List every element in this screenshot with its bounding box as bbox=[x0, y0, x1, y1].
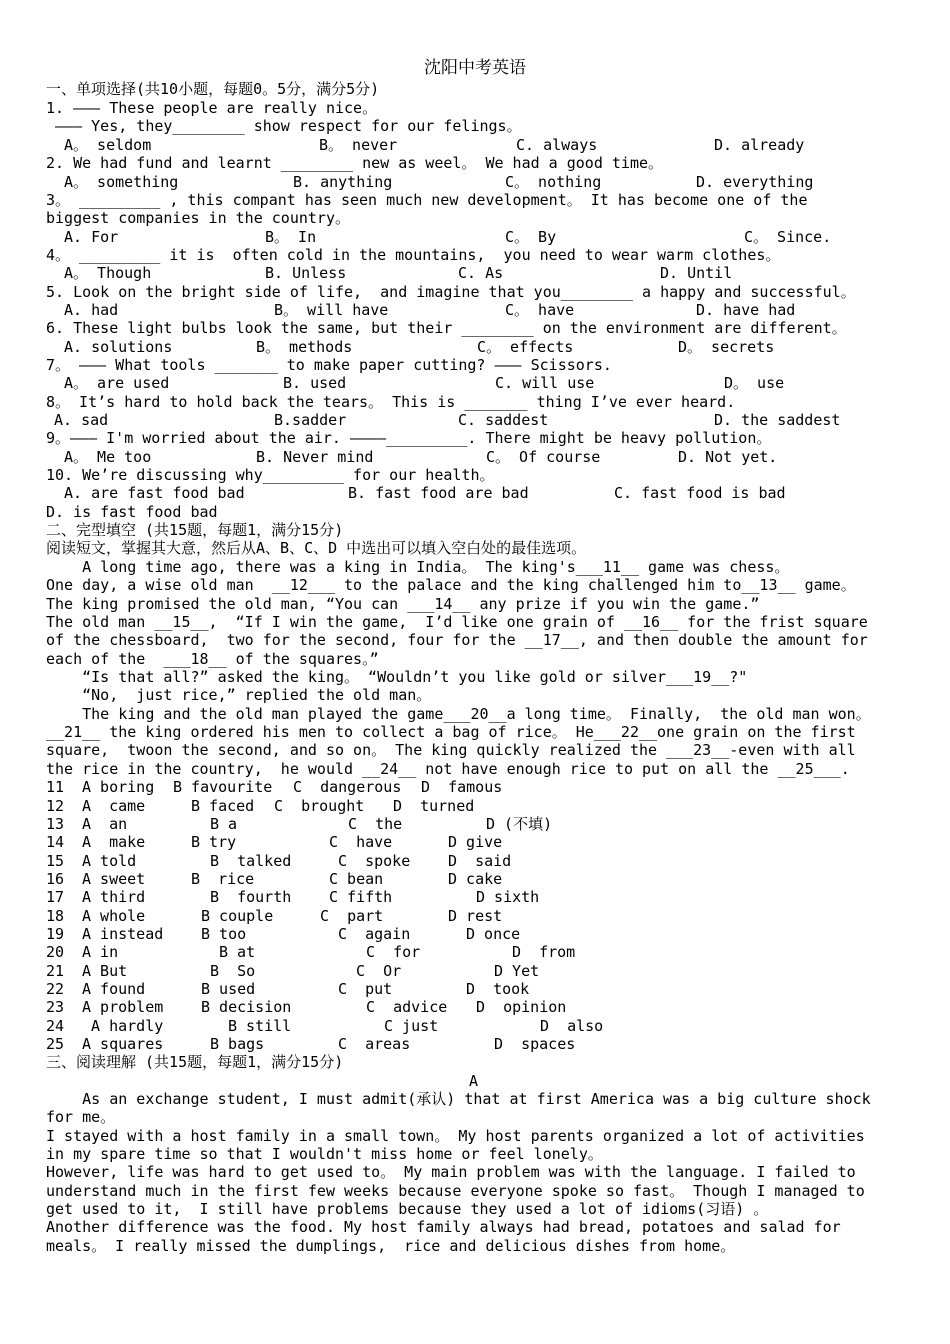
passage-line: for me。 bbox=[46, 1108, 116, 1126]
option-d: D from bbox=[512, 943, 576, 961]
cloze-line: of the chessboard, two for the second, four for the __17__, and then double the amount for bbox=[46, 631, 868, 649]
option-a: A in bbox=[82, 943, 119, 961]
option-c: C。 By bbox=[505, 228, 557, 246]
option-a: A. had bbox=[64, 301, 119, 319]
option-c: C. As bbox=[458, 264, 504, 282]
option-a: A told bbox=[82, 852, 137, 870]
option-a: A make bbox=[82, 833, 146, 851]
option-number: 23 bbox=[46, 998, 65, 1016]
option-b: B.sadder bbox=[274, 411, 347, 429]
option-c: C put bbox=[338, 980, 393, 998]
option-b: B a bbox=[210, 815, 238, 833]
option-number: 13 bbox=[46, 815, 65, 833]
option-c: C。 have bbox=[505, 301, 575, 319]
option-d: D give bbox=[448, 833, 503, 851]
option-c: C again bbox=[338, 925, 411, 943]
option-c: C。 effects bbox=[477, 338, 574, 356]
option-number: 15 bbox=[46, 852, 65, 870]
option-c: C bean bbox=[329, 870, 384, 888]
section2-heading: 二、完型填空 (共15题，每题1，满分15分) bbox=[46, 521, 344, 539]
option-c: C part bbox=[320, 907, 384, 925]
option-number: 18 bbox=[46, 907, 65, 925]
option-b: B bags bbox=[210, 1035, 265, 1053]
question-7-text: 7。 ——— What tools _______ to make paper cutting? ——— Scissors. bbox=[46, 356, 612, 374]
passage-line: As an exchange student, I must admit(承认) that at first America was a big culture shock bbox=[46, 1090, 871, 1108]
option-a: A came bbox=[82, 797, 146, 815]
cloze-line: “Is that all?” asked the king。 “Wouldn’t you like gold or silver___19__?" bbox=[46, 668, 748, 686]
option-d: D. Until bbox=[660, 264, 733, 282]
option-number: 14 bbox=[46, 833, 65, 851]
option-number: 21 bbox=[46, 962, 65, 980]
option-d: D spaces bbox=[494, 1035, 576, 1053]
cloze-line: each of the ___18__ of the squares。” bbox=[46, 650, 379, 668]
option-a: A found bbox=[82, 980, 146, 998]
cloze-line: __21__ the king ordered his men to collect a bag of rice。 He___22__one grain on the first bbox=[46, 723, 856, 741]
option-d: D cake bbox=[448, 870, 503, 888]
question-1-text: 1. ——— These people are really nice。 bbox=[46, 99, 378, 117]
option-b: B。 will have bbox=[274, 301, 389, 319]
option-b: B try bbox=[191, 833, 237, 851]
option-b: B。 In bbox=[265, 228, 317, 246]
option-a: A。 are used bbox=[64, 374, 170, 392]
question-8-text: 8。 It’s hard to hold back the tears。 This is _______ thing I’ve ever heard. bbox=[46, 393, 736, 411]
option-b: B. Unless bbox=[265, 264, 347, 282]
option-b: B. anything bbox=[293, 173, 393, 191]
option-a: A. For bbox=[64, 228, 119, 246]
option-d: D sixth bbox=[476, 888, 540, 906]
cloze-line: square, twoon the second, and so on。 The king quickly realized the ___23__-even with all bbox=[46, 741, 856, 759]
option-c: C brought bbox=[274, 797, 365, 815]
option-c: C spoke bbox=[338, 852, 411, 870]
option-d: C。 Since. bbox=[744, 228, 832, 246]
option-c: C. fast food is bad bbox=[614, 484, 786, 502]
option-d: D. the saddest bbox=[714, 411, 841, 429]
option-a: A whole bbox=[82, 907, 146, 925]
option-b: B. fast food are bad bbox=[348, 484, 529, 502]
option-c: C Or bbox=[356, 962, 402, 980]
cloze-line: The old man __15__, “If I win the game, I’d like one grain of __16__ for the frist square bbox=[46, 613, 868, 631]
option-b: B at bbox=[219, 943, 256, 961]
option-b: B favourite bbox=[173, 778, 273, 796]
option-d: D Yet bbox=[494, 962, 540, 980]
option-b: B fourth bbox=[210, 888, 292, 906]
passage-line: meals。 I really missed the dumplings, rice and delicious dishes from home。 bbox=[46, 1237, 736, 1255]
option-c: C dangerous bbox=[293, 778, 402, 796]
cloze-line: One day, a wise old man __12___ to the palace and the king challenged him to__13__ game。 bbox=[46, 576, 856, 594]
option-a: A third bbox=[82, 888, 146, 906]
passage-line: understand much in the first few weeks because everyone spoke so fast。 Though I managed to bbox=[46, 1182, 865, 1200]
option-number: 16 bbox=[46, 870, 65, 888]
option-a: A. sad bbox=[54, 411, 109, 429]
option-d: D. everything bbox=[696, 173, 814, 191]
question-6-text: 6. These light bulbs look the same, but their ________ on the environment are different。 bbox=[46, 319, 847, 337]
option-d: D. already bbox=[714, 136, 805, 154]
option-d: D famous bbox=[421, 778, 503, 796]
option-b: B too bbox=[201, 925, 247, 943]
passage-line: Another difference was the food. My host family always had bread, potatoes and salad for bbox=[46, 1218, 841, 1236]
option-c: C for bbox=[366, 943, 421, 961]
option-number: 11 bbox=[46, 778, 65, 796]
option-b: B decision bbox=[201, 998, 292, 1016]
option-a: A。 Though bbox=[64, 264, 152, 282]
passage-a-label: A bbox=[469, 1072, 479, 1090]
option-c: C just bbox=[384, 1017, 439, 1035]
option-d: D rest bbox=[448, 907, 503, 925]
option-c: C. always bbox=[516, 136, 598, 154]
cloze-line: “No, just rice,” replied the old man。 bbox=[46, 686, 432, 704]
option-d: D. Not yet. bbox=[678, 448, 778, 466]
option-d: D once bbox=[466, 925, 521, 943]
cloze-line: the rice in the country, he would __24__ not have enough rice to put on all the __25___. bbox=[46, 760, 850, 778]
option-number: 19 bbox=[46, 925, 65, 943]
option-c: C. will use bbox=[495, 374, 595, 392]
option-b: B talked bbox=[210, 852, 292, 870]
question-3-text: 3。 _________ , this compant has seen much new development。 It has become one of the bbox=[46, 191, 808, 209]
option-number: 20 bbox=[46, 943, 65, 961]
page-title: 沈阳中考英语 bbox=[424, 58, 526, 78]
passage-line: in my spare time so that I wouldn't miss home or feel lonely。 bbox=[46, 1145, 603, 1163]
option-b: B used bbox=[201, 980, 256, 998]
option-a: A hardly bbox=[82, 1017, 164, 1035]
option-c: C。 nothing bbox=[505, 173, 602, 191]
option-c: C。 Of course bbox=[486, 448, 601, 466]
cloze-line: The king and the old man played the game___20__a long time。 Finally, the old man won。 bbox=[46, 705, 871, 723]
option-b: B still bbox=[228, 1017, 292, 1035]
cloze-line: A long time ago, there was a king in India。 The king's___11__ game was chess。 bbox=[46, 558, 790, 576]
option-c: C the bbox=[348, 815, 403, 833]
option-a: A But bbox=[82, 962, 128, 980]
option-b: B rice bbox=[191, 870, 255, 888]
option-a: A。 something bbox=[64, 173, 179, 191]
question-3-text-2: biggest companies in the country。 bbox=[46, 209, 350, 227]
option-a: A. are fast food bad bbox=[64, 484, 245, 502]
option-a: A squares bbox=[82, 1035, 164, 1053]
option-d: D took bbox=[466, 980, 530, 998]
option-b: B. Never mind bbox=[256, 448, 374, 466]
option-a: A。 Me too bbox=[64, 448, 152, 466]
option-a: A instead bbox=[82, 925, 164, 943]
option-c: C. saddest bbox=[458, 411, 549, 429]
option-a: A sweet bbox=[82, 870, 146, 888]
question-2-text: 2. We had fund and learnt ________ new as weel。 We had a good time。 bbox=[46, 154, 663, 172]
option-d: D (不填) bbox=[486, 815, 553, 833]
option-d: D said bbox=[448, 852, 512, 870]
question-10-option-d: D. is fast food bad bbox=[46, 503, 218, 521]
option-b: B couple bbox=[201, 907, 274, 925]
option-number: 22 bbox=[46, 980, 65, 998]
option-d: D。 secrets bbox=[678, 338, 775, 356]
question-5-text: 5. Look on the bright side of life, and imagine that you________ a happy and successful。 bbox=[46, 283, 856, 301]
passage-line: However, life was hard to get used to。 My main problem was with the language. I failed to bbox=[46, 1163, 856, 1181]
option-a: A。 seldom bbox=[64, 136, 152, 154]
option-a: A. solutions bbox=[64, 338, 173, 356]
option-c: C fifth bbox=[329, 888, 393, 906]
option-number: 12 bbox=[46, 797, 65, 815]
question-9-text: 9。——— I'm worried about the air. ————_________. There might be heavy pollution。 bbox=[46, 429, 772, 447]
option-b: B faced bbox=[191, 797, 255, 815]
option-number: 17 bbox=[46, 888, 65, 906]
passage-line: get used to it, I still have problems because they used a lot of idioms(习语) 。 bbox=[46, 1200, 769, 1218]
question-1-text-2: ——— Yes, they________ show respect for our felings。 bbox=[46, 117, 522, 135]
cloze-line: The king promised the old man, “You can ___14__ any prize if you win the game.” bbox=[46, 595, 760, 613]
option-number: 25 bbox=[46, 1035, 65, 1053]
section3-heading: 三、阅读理解 (共15题，每题1，满分15分) bbox=[46, 1053, 344, 1071]
option-d: D turned bbox=[393, 797, 475, 815]
option-d: D. have had bbox=[696, 301, 796, 319]
option-c: C areas bbox=[338, 1035, 411, 1053]
option-b: B So bbox=[210, 962, 256, 980]
option-b: B. used bbox=[283, 374, 347, 392]
option-c: C have bbox=[329, 833, 393, 851]
option-c: C advice bbox=[366, 998, 448, 1016]
section1-heading: 一、单项选择(共10小题，每题0。5分，满分5分) bbox=[46, 80, 380, 98]
option-d: D also bbox=[540, 1017, 604, 1035]
section2-instruction: 阅读短文，掌握其大意，然后从A、B、C、D 中选出可以填入空白处的最佳选项。 bbox=[46, 539, 587, 557]
option-a: A problem bbox=[82, 998, 164, 1016]
option-a: A boring bbox=[82, 778, 155, 796]
option-d: D opinion bbox=[476, 998, 567, 1016]
option-a: A an bbox=[82, 815, 128, 833]
option-b: B。 methods bbox=[256, 338, 353, 356]
option-number: 24 bbox=[46, 1017, 65, 1035]
option-b: B。 never bbox=[319, 136, 398, 154]
question-10-text: 10. We’re discussing why_________ for our health。 bbox=[46, 466, 495, 484]
option-d: D。 use bbox=[724, 374, 785, 392]
passage-line: I stayed with a host family in a small town。 My host parents organized a lot of activities bbox=[46, 1127, 865, 1145]
question-4-text: 4。 _________ it is often cold in the mountains, you need to wear warm clothes。 bbox=[46, 246, 781, 264]
